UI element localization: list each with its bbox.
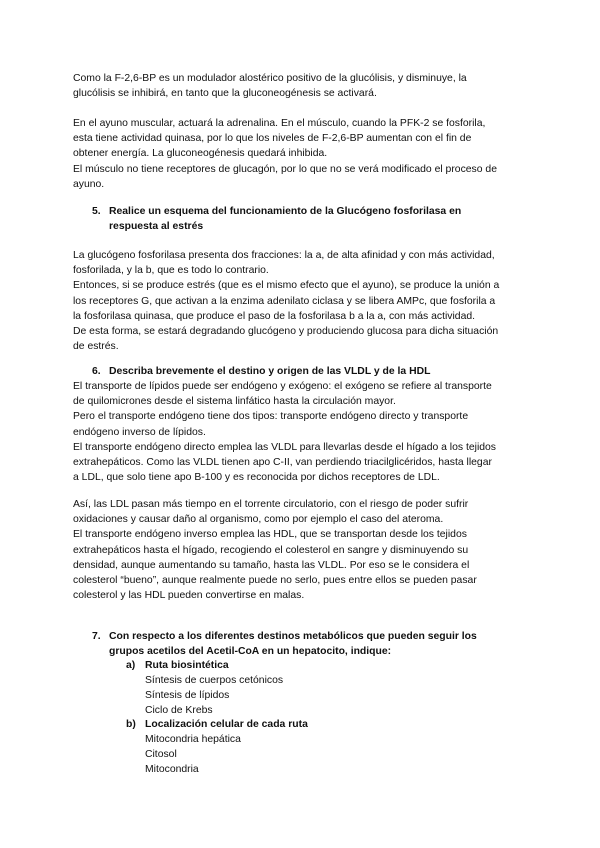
question-7-heading: [0, 629, 600, 661]
list-item: Mitocondria: [145, 764, 199, 775]
list-item: Citosol: [145, 749, 177, 760]
text-line: La glucógeno fosforilasa presenta dos fracciones: la a, de alta afinidad y con más actividad,: [73, 250, 495, 261]
text-line: glucólisis se inhibirá, en tanto que la gluconeogénesis se activará.: [73, 88, 377, 100]
list-item: Ciclo de Krebs: [145, 705, 213, 716]
question-5-answer: [73, 248, 533, 354]
question-6-answer-part-2: [73, 497, 533, 603]
subsection-label: b): [126, 719, 136, 730]
list-item: Síntesis de cuerpos cetónicos: [145, 675, 284, 686]
text-line: de estrés.: [73, 341, 119, 353]
text-line: De esta forma, se estará degradando glucógeno y produciendo glucosa para dicha situación: [73, 326, 499, 338]
intro-paragraph: [73, 71, 533, 101]
question-number: 5.: [92, 206, 101, 217]
question-number: 6.: [92, 366, 101, 377]
text-line: Así, las LDL pasan más tiempo en el torrente circulatorio, con el riesgo de poder sufrir: [73, 499, 469, 510]
question-title: Describa brevemente el destino y origen de las VLDL y de la HDL: [109, 366, 431, 377]
text-line: Pero el transporte endógeno tiene dos tipos: transporte endógeno directo y transporte: [73, 411, 469, 423]
text-line: extrahepáticos hasta el hígado, recogiendo el colesterol en sangre y disminuyendo su: [73, 544, 469, 556]
text-line: ayuno.: [73, 178, 105, 190]
question-title-line: Con respecto a los diferentes destinos metabólicos que pueden seguir los: [109, 631, 477, 642]
text-line: El transporte endógeno inverso emplea las HDL, que se transportan desde los tejidos: [73, 529, 467, 541]
question-title-line: Realice un esquema del funcionamiento de la Glucógeno fosforilasa en: [109, 206, 462, 217]
question-5-heading: [0, 204, 600, 236]
text-line: la fosforilasa quinasa, que produce el paso de la fosforilasa b a la a, con más actividad.: [73, 310, 476, 322]
text-line: de quilomicrones desde el sistema linfático hasta la circulación mayor.: [73, 396, 396, 408]
text-line: En el ayuno muscular, actuará la adrenalina. En el músculo, cuando la PFK-2 se fosforila,: [73, 118, 486, 129]
text-line: endógeno inverso de lípidos.: [73, 426, 206, 438]
text-line: colesterol y las HDL pueden convertirse en malas.: [73, 590, 305, 602]
list-item: Síntesis de lípidos: [145, 690, 230, 701]
text-line: extrahepáticos. Como las VLDL tienen apo C-II, van perdiendo triacilglicéridos, hasta llegar: [73, 457, 492, 469]
text-line: colesterol “bueno”, aunque realmente puede no serlo, pues entre ellos se pueden pasar: [73, 575, 477, 587]
ayuno-paragraph: [73, 116, 533, 192]
subsection-label: a): [126, 660, 136, 671]
text-line: densidad, aunque aumentando su tamaño, hasta las VLDL. Por eso se le considera el: [73, 559, 470, 571]
text-line: El transporte de lípidos puede ser endógeno y exógeno: el exógeno se refiere al transporte: [73, 381, 492, 392]
text-line: obtener energía. La gluconeogénesis quedará inhibida.: [73, 148, 328, 160]
text-line: oxidaciones y causar daño al organismo, como por ejemplo el caso del ateroma.: [73, 514, 444, 526]
text-line: a LDL, que solo tiene apo B-100 y es reconocida por dichos receptores de LDL.: [73, 472, 440, 484]
subsection-title: Localización celular de cada ruta: [145, 719, 308, 730]
question-title-line: respuesta al estrés: [109, 221, 204, 232]
text-line: El transporte endógeno directo emplea las VLDL para llevarlas desde el hígado a los tejidos: [73, 441, 497, 453]
text-line: esta tiene actividad quinasa, por lo que los niveles de F-2,6-BP aumentan con el fin de: [73, 133, 472, 145]
text-line: fosforilada, y la b, que es todo lo contrario.: [73, 265, 269, 277]
question-number: 7.: [92, 631, 101, 642]
subsection-title: Ruta biosintética: [145, 660, 229, 671]
text-line: El músculo no tiene receptores de glucagón, por lo que no se verá modificado el proceso de: [73, 163, 497, 175]
text-line: los receptores G, que activan a la enzima adenilato ciclasa y se libera AMPc, que fosforila a: [73, 295, 496, 307]
text-line: Entonces, si se produce estrés (que es el mismo efecto que el ayuno), se produce la unión a: [73, 280, 500, 292]
question-title-line: grupos acetilos del Acetil-CoA en un hepatocito, indique:: [109, 646, 392, 657]
text-line: Como la F-2,6-BP es un modulador alostérico positivo de la glucólisis, y disminuye, la: [73, 73, 467, 84]
list-item: Mitocondria hepática: [145, 734, 241, 745]
question-6-heading: [0, 364, 600, 380]
question-6-answer-part-1: [73, 379, 533, 485]
